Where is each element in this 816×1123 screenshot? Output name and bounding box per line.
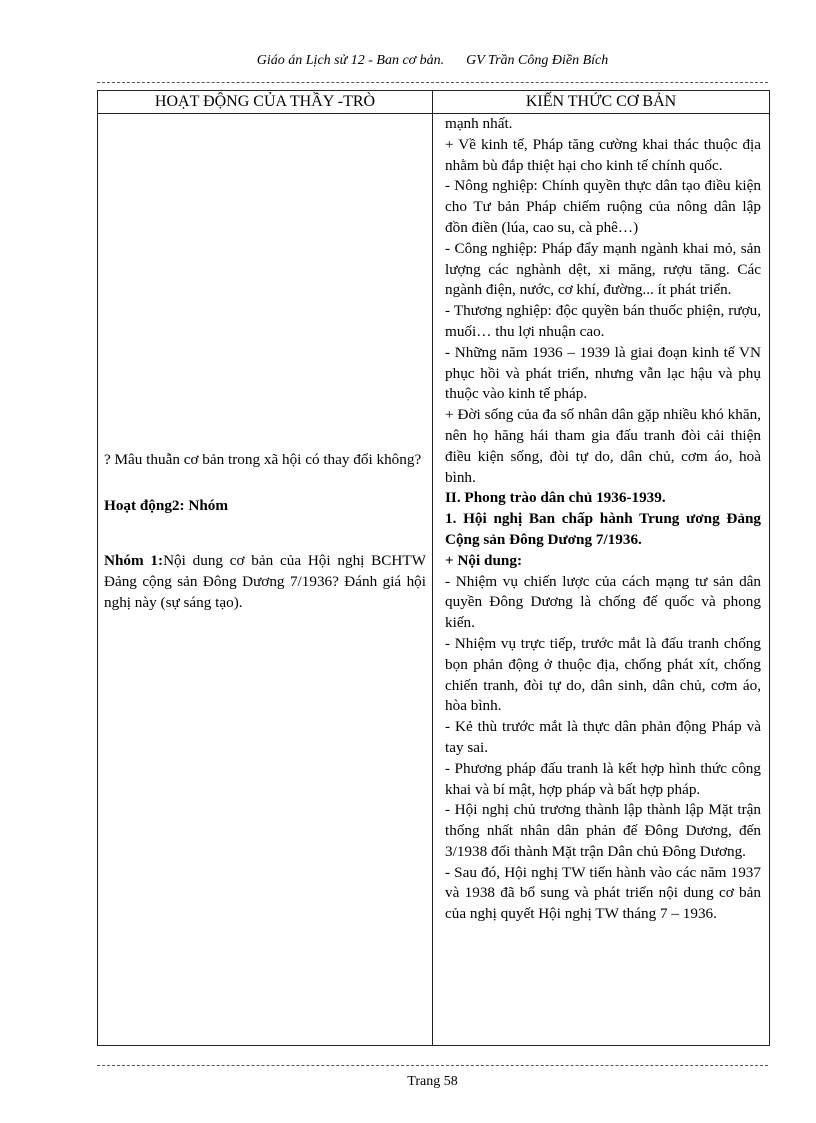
header-teacher-name: GV Trần Công Điền Bích: [466, 53, 609, 68]
table-header-row: [98, 91, 770, 114]
knowledge-paragraph: + Đời sống của đa số nhân dân gặp nhiều khó khăn, nên họ hăng hái tham gia đấu tranh đòi cải thiện điều kiện sống, đòi tự do, dân chủ, cơm áo, hoà bình.: [445, 406, 761, 486]
column-header-knowledge: KIẾN THỨC CƠ BẢN: [433, 91, 770, 114]
page-number: Trang 58: [407, 1074, 458, 1089]
content-heading: + Nội dung:: [445, 551, 523, 569]
table-row: [98, 114, 770, 1046]
knowledge-paragraph: - Những năm 1936 – 1939 là giai đoạn kinh tế VN phục hồi và phát triển, nhưng vẫn lạc hậu và phụ thuộc vào kinh tế pháp.: [445, 343, 761, 403]
section-heading: II. Phong trào dân chủ 1936-1939.: [445, 489, 666, 507]
column-header-activities: HOẠT ĐỘNG CỦA THẦY -TRÒ: [98, 91, 433, 114]
knowledge-paragraph: mạnh nhất.: [445, 115, 513, 132]
lesson-table: [97, 90, 770, 1046]
knowledge-paragraph: - Nhiệm vụ chiến lược của cách mạng tư sản dân quyền Đông Dương là chống đế quốc và phong kiến.: [445, 572, 761, 632]
question-text: ? Mâu thuẫn cơ bản trong xã hội có thay đổi không?: [104, 451, 422, 468]
header-divider: [97, 82, 768, 83]
knowledge-paragraph: - Nhiệm vụ trực tiếp, trước mắt là đấu tranh chống bọn phản động ở thuộc địa, chống phát xít, chống chiến tranh, đòi tự do, dân sinh, dân chủ, cơm áo, hòa bình.: [445, 634, 761, 715]
group-task-text: Nội dung cơ bản của Hội nghị BCHTW Đảng cộng sản Đông Dương 7/1936? Đánh giá hội nghị này (sự sáng tạo).: [104, 552, 426, 611]
knowledge-paragraph: - Kẻ thù trước mắt là thực dân phản động Pháp và tay sai.: [445, 718, 761, 756]
activities-cell: [98, 114, 433, 1046]
knowledge-paragraph: + Về kinh tế, Pháp tăng cường khai thác thuộc địa nhằm bù đắp thiệt hại cho kinh tế chính quốc.: [445, 135, 761, 174]
footer-divider: [97, 1065, 768, 1066]
knowledge-paragraph: - Công nghiệp: Pháp đẩy mạnh ngành khai mỏ, sản lượng các nghành dệt, xi măng, rượu tăng. Các ngành điện, nước, cơ khí, đường... ít phát triển.: [445, 239, 761, 299]
knowledge-paragraph: - Nông nghiệp: Chính quyền thực dân tạo điều kiện cho Tư bản Pháp chiếm ruộng của nông dân lập đồn điền (lúa, cao su, cà phê…): [445, 177, 761, 236]
group-label: Nhóm 1:: [104, 552, 164, 570]
subsection-heading: 1. Hội nghị Ban chấp hành Trung ương Đảng Cộng sản Đông Dương 7/1936.: [445, 510, 761, 548]
page-header: [97, 52, 768, 70]
knowledge-paragraph: - Hội nghị chủ trương thành lập thành lập Mặt trận thống nhất nhân dân phản đế Đông Dương, đến 3/1938 đổi thành Mặt trận Dân chủ Đông Dương.: [445, 801, 761, 860]
knowledge-paragraph: - Sau đó, Hội nghị TW tiến hành vào các năm 1937 và 1938 đã bổ sung và phát triển nội dung cơ bản của nghị quyết Hội nghị TW tháng 7 – 1936.: [445, 863, 761, 923]
header-course-title: Giáo án Lịch sử 12 - Ban cơ bản.: [256, 53, 445, 68]
knowledge-paragraph: - Phương pháp đấu tranh là kết hợp hình thức công khai và bí mật, hợp pháp và bất hợp pháp.: [445, 759, 761, 798]
knowledge-paragraph: - Thương nghiệp: độc quyền bán thuốc phiện, rượu, muối… thu lợi nhuận cao.: [445, 302, 761, 340]
activity-heading: Hoạt động2: Nhóm: [104, 496, 229, 514]
knowledge-cell: [433, 114, 770, 1046]
group-task: [104, 551, 426, 613]
